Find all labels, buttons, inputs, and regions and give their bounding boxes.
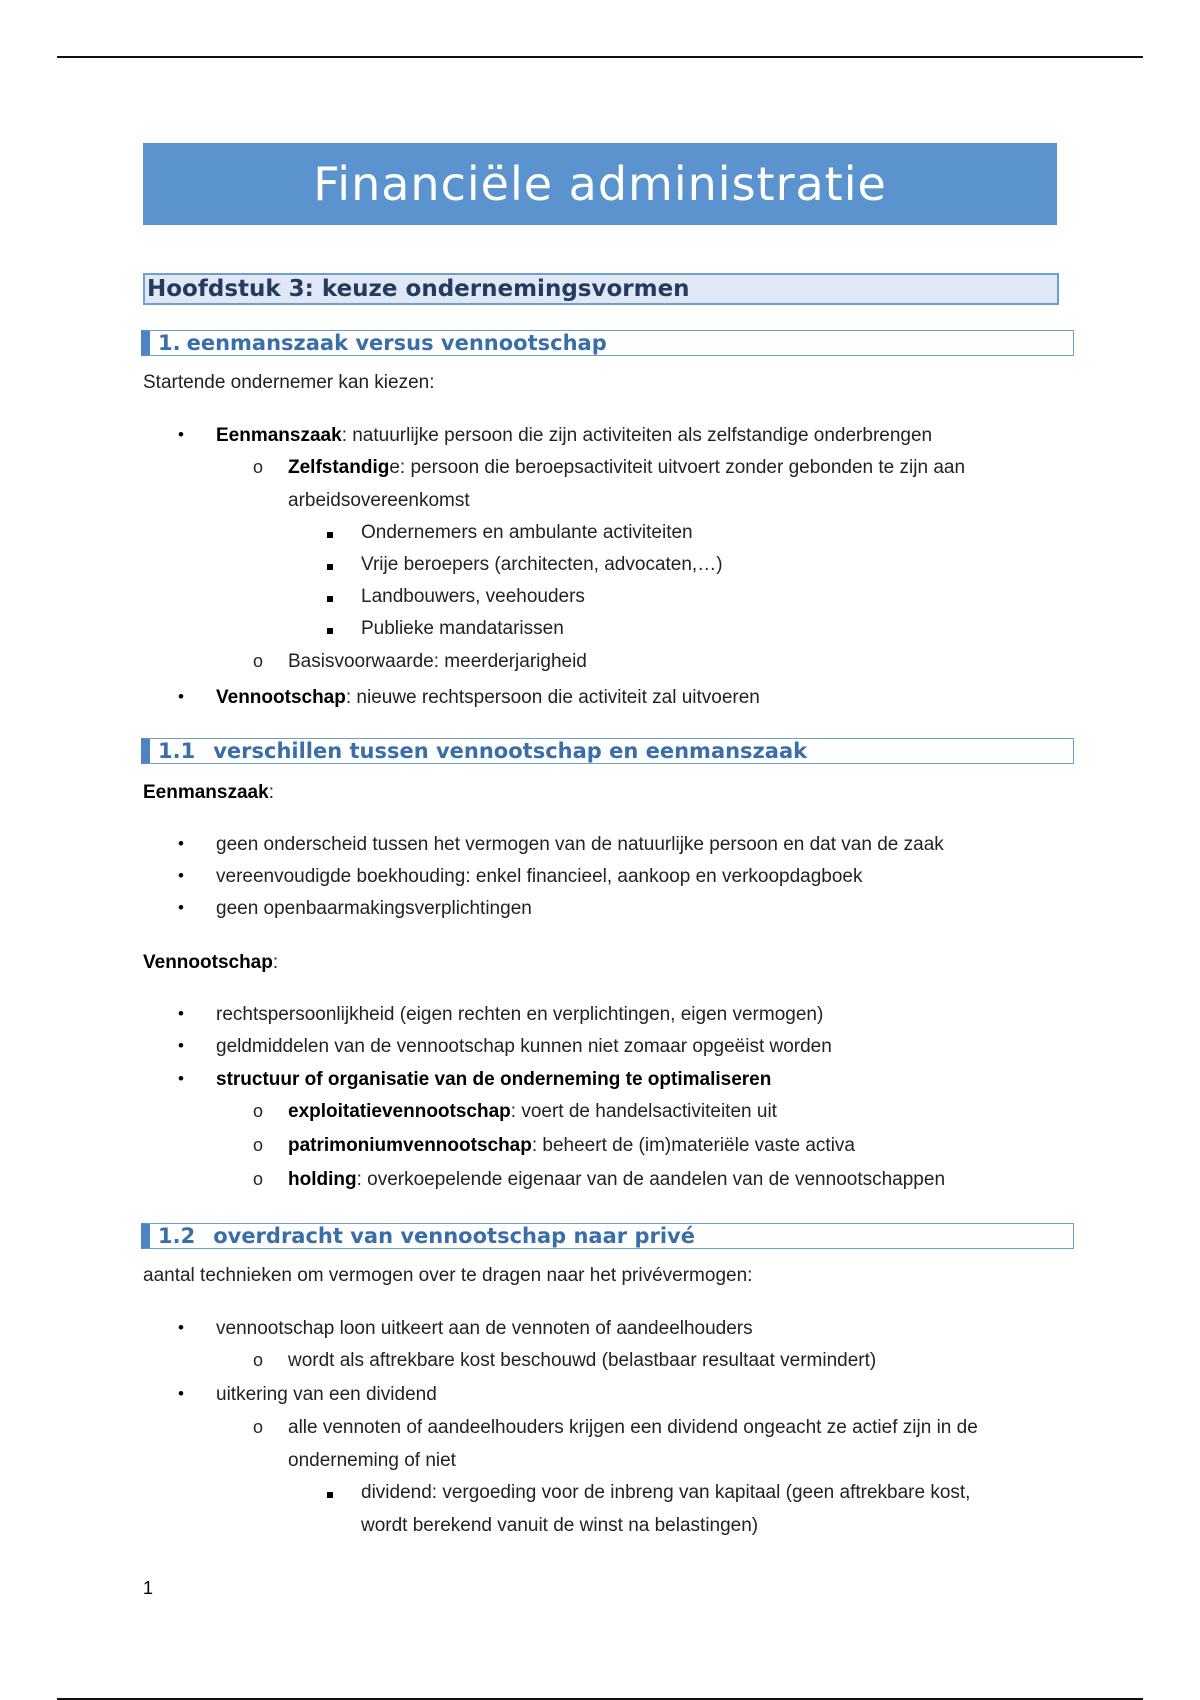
square-bullet-icon [327,628,333,634]
list-item: geen onderscheid tussen het vermogen van de natuurlijke persoon en dat van de zaak [216,834,944,855]
term: Vennootschap [216,687,346,708]
sub-bullet-icon: o [253,1101,264,1121]
bullet-icon: • [178,866,184,885]
subheading-text: Eenmanszaak [143,782,269,803]
bullet-icon: • [178,687,184,706]
bullet-icon: • [178,425,184,444]
definition: : voert de handelsactiviteiten uit [510,1101,777,1122]
list-item-cont: onderneming of niet [288,1450,456,1471]
section-heading-1-2 [141,1223,1074,1249]
intro-text: aantal technieken om vermogen over te dragen naar het privévermogen: [143,1265,753,1286]
sub-bullet-icon: o [253,651,264,671]
square-bullet-icon [327,596,333,602]
definition: : nieuwe rechtspersoon die activiteit zal uitvoeren [345,687,760,708]
list-item: Vrije beroepers (architecten, advocaten,…) [361,554,723,575]
page-number: 1 [143,1578,154,1598]
term: Eenmanszaak [216,425,342,446]
bullet-icon: • [178,1036,184,1055]
section-number: 1.2 [158,1224,196,1248]
definition: : overkoepelende eigenaar van de aandelen van de vennootschappen [356,1169,946,1190]
list-item-structuur: structuur of organisatie van de onderneming te optimaliseren [216,1069,772,1090]
list-item: Ondernemers en ambulante activiteiten [361,522,693,543]
list-item-patrimonium [288,1135,855,1157]
bullet-icon: • [178,1069,184,1088]
term: holding [288,1169,357,1190]
bullet-icon: • [178,1004,184,1023]
definition: : natuurlijke persoon die zijn activiteiten als zelfstandige onderbrengen [341,425,933,446]
document-title: Financiële administratie [143,143,1057,225]
bullet-icon: • [178,898,184,917]
list-item: geldmiddelen van de vennootschap kunnen niet zomaar opgeëist worden [216,1036,832,1057]
square-bullet-icon [327,564,333,570]
sub-bullet-icon: o [253,457,264,477]
square-bullet-icon [327,1492,333,1498]
top-rule [57,56,1143,58]
list-item-cont: wordt berekend vanuit de winst na belastingen) [361,1515,759,1536]
definition-cont: arbeidsovereenkomst [288,490,470,511]
chapter-heading: Hoofdstuk 3: keuze ondernemingsvormen [143,273,1059,305]
list-item: rechtspersoonlijkheid (eigen rechten en verplichtingen, eigen vermogen) [216,1004,824,1025]
sub-bullet-icon: o [253,1135,264,1155]
colon: : [268,782,274,803]
term-tail: e [389,457,400,478]
list-item: vennootschap loon uitkeert aan de vennoten of aandeelhouders [216,1318,753,1339]
sub-bullet-icon: o [253,1169,264,1189]
sub-bullet-icon: o [253,1417,264,1437]
list-item: alle vennoten of aandeelhouders krijgen een dividend ongeacht ze actief zijn in de [288,1417,978,1438]
square-bullet-icon [327,532,333,538]
list-item-exploitatie [288,1101,777,1123]
definition: : persoon die beroepsactiviteit uitvoert zonder gebonden te zijn aan [399,457,966,478]
term: Zelfstandig [288,457,390,478]
list-item: vereenvoudigde boekhouding: enkel financieel, aankoop en verkoopdagboek [216,866,863,887]
subheading-vennootschap [143,952,278,974]
intro-text: Startende ondernemer kan kiezen: [143,372,435,393]
section-number: 1.1 [158,739,196,763]
definition: : beheert de (im)materiële vaste activa [531,1135,855,1156]
term: patrimoniumvennootschap [288,1135,532,1156]
list-item: geen openbaarmakingsverplichtingen [216,898,532,919]
colon: : [272,952,279,973]
list-item: dividend: vergoeding voor de inbreng van kapitaal (geen aftrekbare kost, [361,1482,971,1503]
section-title: overdracht van vennootschap naar privé [213,1224,695,1248]
list-item-holding [288,1169,945,1191]
list-item-zelfstandige [288,457,965,479]
list-item: uitkering van een dividend [216,1384,437,1405]
subheading-text: Vennootschap [143,952,273,973]
section-title: verschillen tussen vennootschap en eenmanszaak [213,739,808,763]
list-item: Publieke mandatarissen [361,618,564,639]
list-item-basis: Basisvoorwaarde: meerderjarigheid [288,651,587,672]
list-item: wordt als aftrekbare kost beschouwd (belastbaar resultaat vermindert) [288,1350,877,1371]
subheading-eenmanszaak [143,782,274,804]
section-title: eenmanszaak versus vennootschap [186,331,607,355]
section-heading-1 [141,330,1074,356]
term: exploitatievennootschap [288,1101,511,1122]
section-heading-1-1 [141,738,1074,764]
bullet-icon: • [178,1384,184,1403]
bullet-icon: • [178,834,184,853]
sub-bullet-icon: o [253,1350,264,1370]
list-item: Landbouwers, veehouders [361,586,585,607]
list-item-eenmanszaak [216,425,932,447]
list-item-vennootschap [216,687,760,709]
section-number: 1. [158,331,181,355]
bullet-icon: • [178,1318,184,1337]
